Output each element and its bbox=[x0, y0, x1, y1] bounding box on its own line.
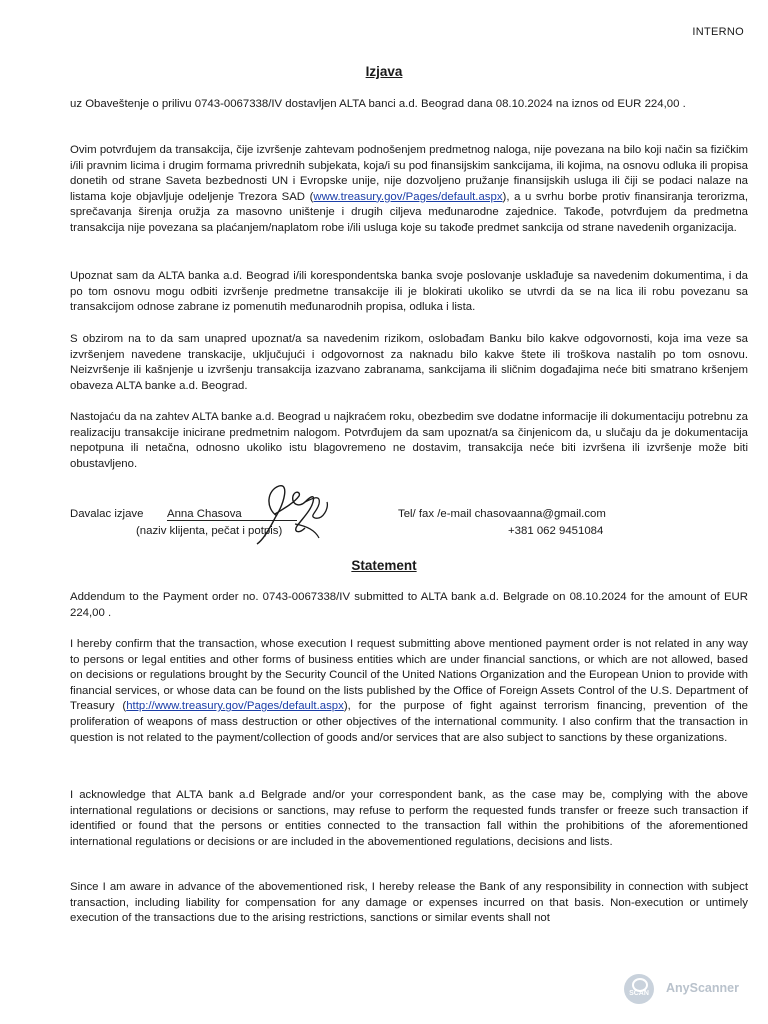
serbian-paragraph-2: Upoznat sam da ALTA banka a.d. Beograd i/ili korespondentska banka svoje poslovanje usklađuje sa navedenim dokumentima, i da po tom osnovu mogu odbiti izvršenje predmetne transakcije ili je blokirati ukoliko se utvrdi da se na lica ili robu povezanu sa transakcijom odnose zabrane iz pomenutih međunarodnih propisa, odluka i lista. bbox=[70, 270, 748, 314]
english-paragraph-1 bbox=[70, 637, 748, 746]
english-p1-text-start: I hereby confirm that the transaction, whose execution I request submitting above mentioned payment order is not related in any way to persons or legal entities and other forms of business entities which are under financial sanctions, or which are not allowed, based on decisions or regulations brought by the Security Council of the United Nations Organization and the European Union to provide with financial services, or whose data can be found on the lists published by the Office of Foreign Assets Control of the U.S. Department of Treasury ( bbox=[70, 638, 748, 713]
watermark-brand: AnyScanner bbox=[666, 981, 739, 995]
contact-phone: +381 062 9451084 bbox=[508, 525, 604, 537]
handwritten-signature bbox=[255, 478, 345, 548]
treasury-link-en[interactable]: http://www.treasury.gov/Pages/default.aspx bbox=[126, 700, 344, 713]
serbian-paragraph-1 bbox=[70, 143, 748, 237]
signer-caption: (naziv klijenta, pečat i potpis) bbox=[136, 525, 283, 537]
signer-name: Anna Chasova bbox=[167, 508, 297, 521]
serbian-paragraph-4: Nastojaću da na zahtev ALTA banke a.d. Beograd u najkraćem roku, obezbedim sve dodatne informacije ili dokumentaciju potrebnu za realizaciju transakcije inicirane predmetnim nalogom. Potvrđujem da sam upoznat/a sa činjenicom da, u slučaju da je dokumentacija nepotpuna ili netačna, odnosno ukoliko istu blagovremeno ne dostavim, transakcija neće biti izvršena ili izvršenje može biti obustavljeno. bbox=[70, 411, 748, 470]
contact-label: Tel/ fax /e-mail bbox=[398, 508, 472, 520]
english-title: Statement bbox=[351, 558, 417, 573]
anyscanner-watermark bbox=[624, 974, 744, 1004]
english-intro: Addendum to the Payment order no. 0743-0067338/IV submitted to ALTA bank a.d. Belgrade on 08.10.2024 for the amount of EUR 224,00 . bbox=[70, 591, 748, 619]
english-p1-text-end: ), for the purpose of fight against terrorism financing, prevention of the proliferation of weapons of mass destruction or other objectives of the international community. I also confirm that the transaction in question is not related to the payment/collection of goods and/or services that are also subject to sanctions by these organizations. bbox=[70, 700, 748, 744]
signer-label: Davalac izjave bbox=[70, 508, 144, 520]
serbian-p1-text-end: ), a u svrhu borbe protiv finansiranja terorizma, sprečavanja širenja oružja za masovno uništenje i drugih ciljeva međunarodne zajednice. Takođe, potvrđujem da predmetna transakcija nije povezana sa plaćanjem/naplatom robe i/ili usluga koje su takođe predmet sankcija od strane navedenih organizacija. bbox=[70, 190, 748, 234]
serbian-intro: uz Obaveštenje o prilivu 0743-0067338/IV dostavljen ALTA banci a.d. Beograd dana 08.10.2024 na iznos od EUR 224,00 . bbox=[70, 98, 686, 110]
contact-email: chasovaanna@gmail.com bbox=[474, 508, 606, 520]
classification-tag: INTERNO bbox=[692, 26, 744, 38]
serbian-p1-text-start: Ovim potvrđujem da transakcija, čije izvršenje zahtevam podnošenjem predmetnog naloga, nije povezana na bilo koji način sa fizičkim i/ili pravnim licima i drugim formama privrednih subjekata, koja/i su pod finansijskim sankcijama, ili kojima, na osnovu odluka ili propisa donetih od strane Saveta bezbednosti UN i Evropske unije, nije dozvoljeno pružanje finansijskih usluga ili čiji se podaci nalaze na listama koje objavljuje odeljenje Trezora SAD ( bbox=[70, 144, 748, 203]
english-paragraph-2: I acknowledge that ALTA bank a.d Belgrade and/or your correspondent bank, as the case may be, complying with the above international regulations or decisions or sanctions, may refuse to perform the requested funds transfer or freeze such transaction if identified or found that the persons or entities connected to the transaction fall within the prohibitions of the aforementioned international regulations or decisions or are included in the abovementioned regulations, decisions and lists. bbox=[70, 789, 748, 848]
treasury-link-sr[interactable]: www.treasury.gov/Pages/default.aspx bbox=[313, 190, 503, 203]
serbian-paragraph-3: S obzirom na to da sam unapred upoznat/a sa navedenim rizikom, oslobađam Banku bilo kakve odgovornosti, koja ima veze sa izvršenjem navedene transkacije, uključujući i odgovornost za naknadu bilo kakve štete ili troškova nastalih po tom osnovu. Neizvršenje ili kašnjenje u izvršenju transakcija izazvano zabranama, sankcijama ili sličnim događajima neće biti smatrano kršenjem obaveza ALTA banke a.d. Beograd. bbox=[70, 333, 748, 392]
english-paragraph-3: Since I am aware in advance of the abovementioned risk, I hereby release the Bank of any responsibility in connection with subject transaction, including liability for compensation for any damage or expenses incurred on that basis. Non-execution or untimely execution of the transactions due to the arising restrictions, sanctions or similar events shall not bbox=[70, 881, 748, 925]
serbian-title: Izjava bbox=[365, 64, 403, 79]
contact-line bbox=[398, 508, 606, 520]
scanner-logo-icon: SCAN bbox=[624, 974, 654, 1004]
